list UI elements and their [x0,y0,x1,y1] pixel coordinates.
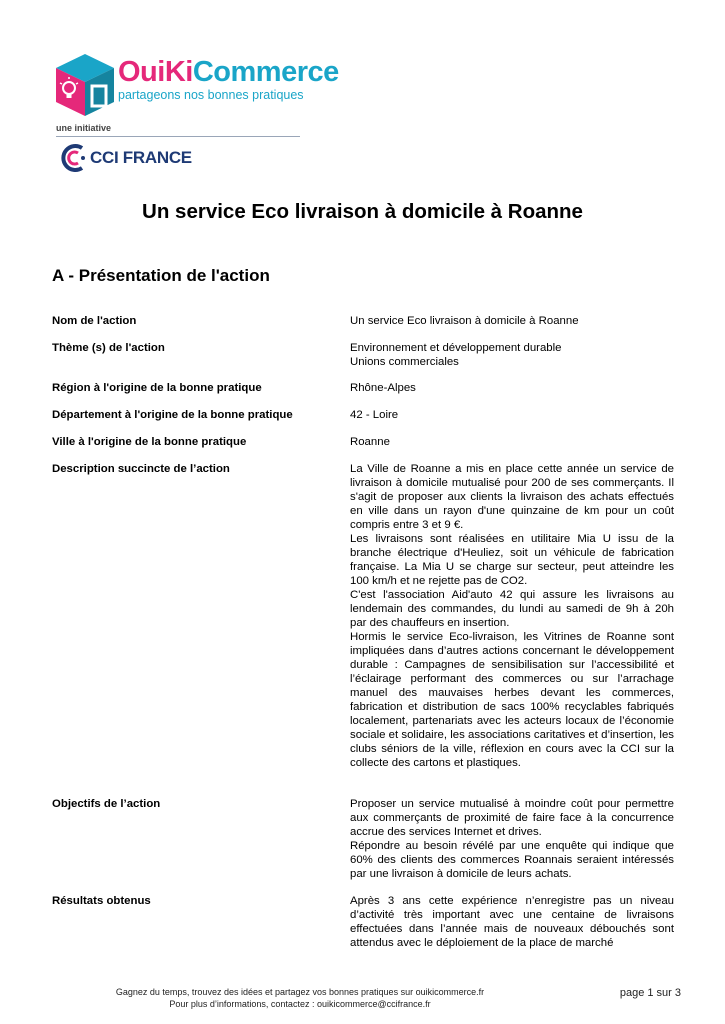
value-paragraph: Proposer un service mutualisé à moindre coût pour permettre aux commerçants de proximité de faire face à la concurrence accrue des services Internet et drives. [350,798,674,838]
field-value [350,435,674,449]
value-line: Environnement et développement durable [350,342,562,354]
field-label: Résultats obtenus [52,895,151,907]
ouikicommerce-cube-logo [52,52,118,118]
value-paragraph: Hormis le service Eco-livraison, les Vitrines de Roanne sont impliquées dans d’autres actions concernant le développement durable : Campagnes de sensibilisation sur l’accessibilité et l’éclairage performant des commerces ou sur l’arrachage manuel des mauvaises herbes devant les commerces, fabrication et distribution de sacs 100% recyclables fabriqués localement, partenariats avec les acteurs locaux de l’économie sociale et solidaire, les associations caritatives et d’insertion, les clubs séniors de la ville, réflexion en cours avec la CCI sur la collecte des cartons et plastiques. [350,631,674,769]
value-line: 42 - Loire [350,409,399,421]
field-value [350,314,674,328]
value-paragraph: La Ville de Roanne a mis en place cette année un service de livraison à domicile mutualisé pour 200 de ses commerçants. Il s'agit de proposer aux clients la livraison des achats effectués en ville dans un rayon d'une quinzaine de km pour un coût compris entre 3 et 9 €. [350,463,674,531]
field-label: Objectifs de l’action [52,798,161,810]
divider [56,136,300,137]
field-label: Thème (s) de l'action [52,342,165,354]
cci-france-name: CCI FRANCE [90,148,192,167]
field-label: Ville à l'origine de la bonne pratique [52,436,247,448]
value-line: Rhône-Alpes [350,382,416,394]
field-label: Description succincte de l’action [52,463,230,475]
brand-name-part1: OuiKi [118,56,193,88]
footer [0,986,600,1010]
brand-name [118,56,339,88]
field-value [350,797,674,881]
value-paragraph: Après 3 ans cette expérience n’enregistre pas un niveau d’activité très important avec une centaine de livraisons effectuées dans l’année mais de nouveaux débouchés sont attendus avec le déploiement de la place de marché [350,895,674,949]
value-paragraph: Les livraisons sont réalisées en utilitaire Mia U issu de la branche électrique d'Heuliez, soit un véhicule de fabrication française. La Mia U se charge sur secteur, peut atteindre les 100 km/h et ne rejette pas de CO2. [350,533,674,587]
page-number: page 1 sur 3 [619,987,681,999]
field-value [350,894,674,950]
value-line: Un service Eco livraison à domicile à Roanne [350,315,579,327]
ouikicommerce-logo [52,52,339,178]
section-title: A - Présentation de l'action [52,266,270,285]
field-value [350,341,674,369]
value-paragraph: C'est l'association Aid'auto 42 qui assure les livraisons au lendemain des commandes, du lundi au samedi de 9h à 20h par des chauffeurs en insertion. [350,589,674,629]
value-line: Roanne [350,436,390,448]
brand-name-part2: Commerce [192,56,339,88]
field-label: Nom de l'action [52,315,137,327]
value-line: Unions commerciales [350,356,459,368]
field-value [350,408,674,422]
brand-tagline: partageons nos bonnes pratiques [118,88,304,102]
initiative-label: une initiative [56,123,112,133]
document-title: Un service Eco livraison à domicile à Roanne [142,200,583,223]
field-value [350,381,674,395]
field-label: Région à l'origine de la bonne pratique [52,382,262,394]
footer-contact: Pour plus d’informations, contactez : ouikicommerce@ccifrance.fr [169,999,431,1009]
field-value [350,462,674,770]
value-paragraph: Répondre au besoin révélé par une enquête qui indique que 60% des clients des commerces Roannais seraient intéressés par une livraison à domicile de leurs achats. [350,840,674,880]
footer-line: Gagnez du temps, trouvez des idées et partagez vos bonnes pratiques sur ouikicommerce.fr [115,987,485,997]
field-label: Département à l'origine de la bonne pratique [52,409,293,421]
